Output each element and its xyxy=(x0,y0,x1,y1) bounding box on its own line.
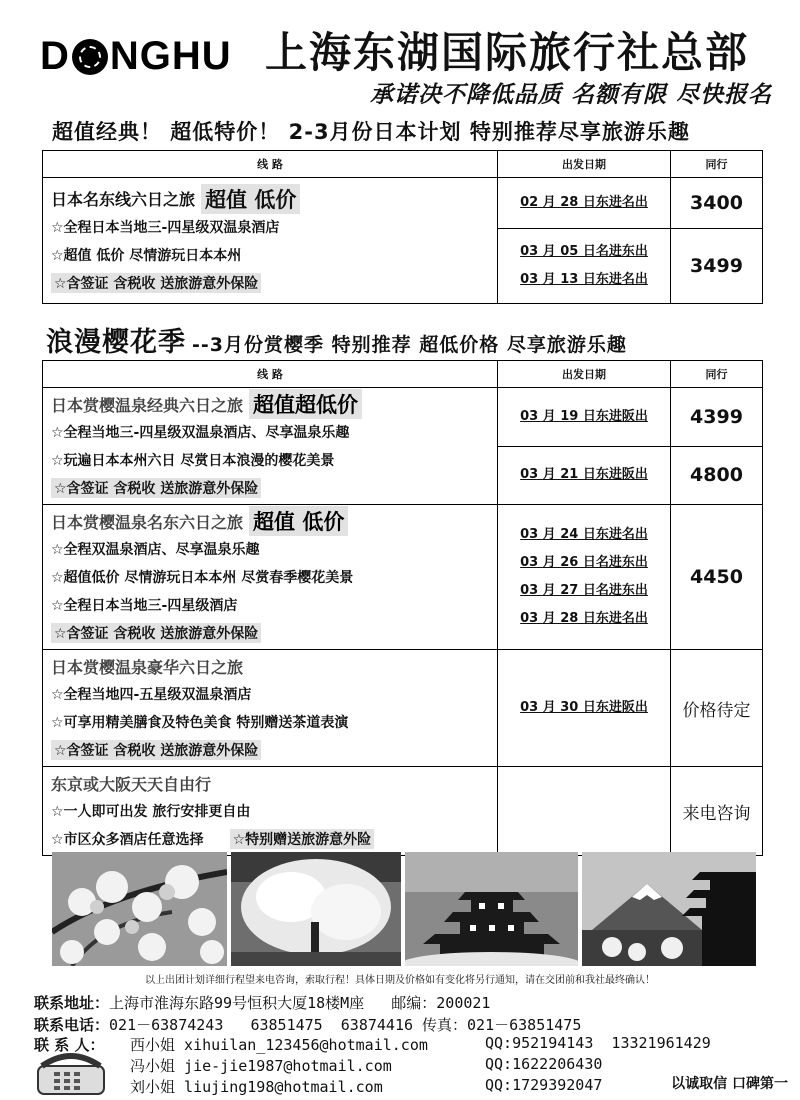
headline-sakura xyxy=(46,320,627,359)
header-price: 同行 xyxy=(671,151,763,178)
feature-line: ☆玩遍日本本州六日 尽赏日本浪漫的樱花美景 xyxy=(51,453,335,469)
departure-date: 02 月 28 日东进名出 xyxy=(520,195,648,210)
departure-date: 03 月 26 日名进东出 xyxy=(520,555,648,570)
route-cell xyxy=(43,178,498,304)
departure-date: 03 月 27 日名进东出 xyxy=(520,583,648,598)
route-title xyxy=(51,652,497,680)
price-cell: 4450 xyxy=(671,505,763,650)
logo-letter-d: D xyxy=(40,34,70,78)
route-name: 日本赏樱温泉名东六日之旅 xyxy=(51,512,244,532)
departure-date: 03 月 28 日东进名出 xyxy=(520,611,648,626)
route-cell xyxy=(43,505,498,650)
mount-fuji-pagoda-photo xyxy=(582,852,756,966)
route-name: 东京或大阪天天自由行 xyxy=(51,774,212,794)
header-price: 同行 xyxy=(671,361,763,388)
address-line xyxy=(34,992,490,1013)
feature-line: ☆全程当地四-五星级双温泉酒店 xyxy=(51,687,252,703)
route-name: 日本赏樱温泉经典六日之旅 xyxy=(51,395,244,415)
email-link[interactable]: xihuilan_123456@hotmail.com xyxy=(184,1036,428,1054)
phone-line xyxy=(34,1014,581,1035)
departure-date: 03 月 19 日东进阪出 xyxy=(520,408,648,424)
email-link[interactable]: jie-jie1987@hotmail.com xyxy=(184,1057,392,1075)
date-cell xyxy=(498,229,671,304)
header-date: 出发日期 xyxy=(498,151,671,178)
contact-qq: QQ:1622206430 xyxy=(485,1055,603,1073)
feature-highlight: ☆含签证 含税收 送旅游意外保险 xyxy=(51,273,261,293)
contact-person: 刘小姐 liujing198@hotmail.com xyxy=(130,1078,383,1096)
price-cell: 3400 xyxy=(671,178,763,229)
feature-line: ☆全程双温泉酒店、尽享温泉乐趣 xyxy=(51,542,260,558)
feature-line: ☆全程当地三-四星级双温泉酒店、尽享温泉乐趣 xyxy=(51,425,350,441)
email-link[interactable]: liujing198@hotmail.com xyxy=(184,1078,383,1096)
route-name: 日本名东线六日之旅 xyxy=(51,190,196,209)
feature-highlight: ☆含签证 含税收 送旅游意外保险 xyxy=(51,740,261,760)
feature-line: ☆超值 低价 尽情游玩日本本州 xyxy=(51,247,242,264)
header-date: 出发日期 xyxy=(498,361,671,388)
phone-value: 021－63874243 63851475 63874416 传真：021－63851475 xyxy=(109,1016,582,1034)
feature-highlight: ☆含签证 含税收 送旅游意外保险 xyxy=(51,478,261,498)
price-cell: 3499 xyxy=(671,229,763,304)
departure-date: 03 月 05 日名进东出 xyxy=(520,244,648,259)
header-route: 线 路 xyxy=(43,361,498,388)
feature-line: ☆可享用精美膳食及特色美食 特别赠送茶道表演 xyxy=(51,715,349,731)
japan-plan-table xyxy=(42,150,763,304)
feature-line: ☆全程日本当地三-四星级酒店 xyxy=(51,598,238,614)
departure-date: 03 月 13 日东进名出 xyxy=(520,272,648,287)
address-value: 上海市淮海东路99号恒积大厦18楼M座 邮编：200021 xyxy=(109,994,491,1012)
feature-line xyxy=(51,736,497,764)
route-cell xyxy=(43,650,498,767)
disclaimer-note: 以上出团计划详细行程望来电咨询，索取行程！具体日期及价格如有变化将另行通知，请在交团前和我社最终确认！ xyxy=(145,975,655,986)
route-title xyxy=(51,769,497,797)
route-cell xyxy=(43,767,498,856)
logo-globe-icon xyxy=(72,39,108,75)
date-cell xyxy=(498,767,671,856)
departure-date: 03 月 24 日东进名出 xyxy=(520,527,648,542)
route-title xyxy=(51,507,497,535)
route-emphasis: 超值超低价 xyxy=(249,389,362,419)
departure-date: 03 月 30 日东进阪出 xyxy=(520,700,648,715)
telephone-icon xyxy=(34,1050,108,1100)
header-route: 线 路 xyxy=(43,151,498,178)
price-cell: 4399 xyxy=(671,388,763,447)
route-emphasis: 超值 低价 xyxy=(201,184,300,214)
osaka-castle-photo xyxy=(405,852,578,966)
route-emphasis: 超值 低价 xyxy=(249,506,348,536)
headline-sakura-sub: --3月份赏樱季 特别推荐 超低价格 尽享旅游乐趣 xyxy=(192,334,627,356)
feature-highlight: ☆特别赠送旅游意外险 xyxy=(230,829,375,849)
contact-person: 冯小姐 jie-jie1987@hotmail.com xyxy=(130,1057,392,1075)
contact-qq: QQ:1729392047 xyxy=(485,1076,603,1094)
departure-date: 03 月 21 日东进阪出 xyxy=(520,467,648,483)
price-cell: 价格待定 xyxy=(671,650,763,767)
headline-sakura-main: 浪漫樱花季 xyxy=(46,327,186,358)
phone-label: 联系电话： xyxy=(34,1016,110,1034)
feature-highlight: ☆含签证 含税收 送旅游意外保险 xyxy=(51,623,261,643)
cherry-blossom-photo xyxy=(52,852,227,966)
route-title xyxy=(51,185,497,213)
date-cell xyxy=(498,650,671,767)
feature-text: ☆市区众多酒店任意选择 xyxy=(51,832,204,848)
donghu-logo xyxy=(40,34,232,79)
weeping-sakura-photo xyxy=(231,852,401,966)
feature-line xyxy=(51,825,497,853)
feature-line xyxy=(51,474,497,502)
address-label: 联系地址： xyxy=(34,994,110,1012)
headline-japan-plan: 超值经典！ 超低特价！ 2-3月份日本计划 特别推荐尽享旅游乐趣 xyxy=(52,120,690,144)
date-cell xyxy=(498,446,671,505)
person-label: 联 系 人： xyxy=(34,1036,105,1054)
feature-line xyxy=(51,269,497,297)
motto: 以诚取信 口碑第一 xyxy=(671,1076,788,1092)
company-name: 上海东湖国际旅行社总部 xyxy=(265,28,750,77)
date-cell xyxy=(498,505,671,650)
feature-line xyxy=(51,619,497,647)
feature-line: ☆一人即可出发 旅行安排更自由 xyxy=(51,804,251,820)
contact-qq: QQ:952194143 13321961429 xyxy=(485,1034,711,1052)
price-cell: 4800 xyxy=(671,446,763,505)
sakura-table xyxy=(42,360,763,856)
date-cell xyxy=(498,388,671,447)
contact-person: 西小姐 xihuilan_123456@hotmail.com xyxy=(130,1036,428,1054)
slogan: 承诺决不降低品质 名额有限 尽快报名 xyxy=(369,82,772,108)
logo-letters: NGHU xyxy=(109,34,232,78)
price-cell: 来电咨询 xyxy=(671,767,763,856)
date-cell xyxy=(498,178,671,229)
feature-line: ☆超值低价 尽情游玩日本本州 尽赏春季樱花美景 xyxy=(51,570,354,586)
feature-line: ☆全程日本当地三-四星级双温泉酒店 xyxy=(51,219,280,236)
route-name: 日本赏樱温泉豪华六日之旅 xyxy=(51,657,244,677)
route-title xyxy=(51,390,497,418)
route-cell xyxy=(43,388,498,505)
